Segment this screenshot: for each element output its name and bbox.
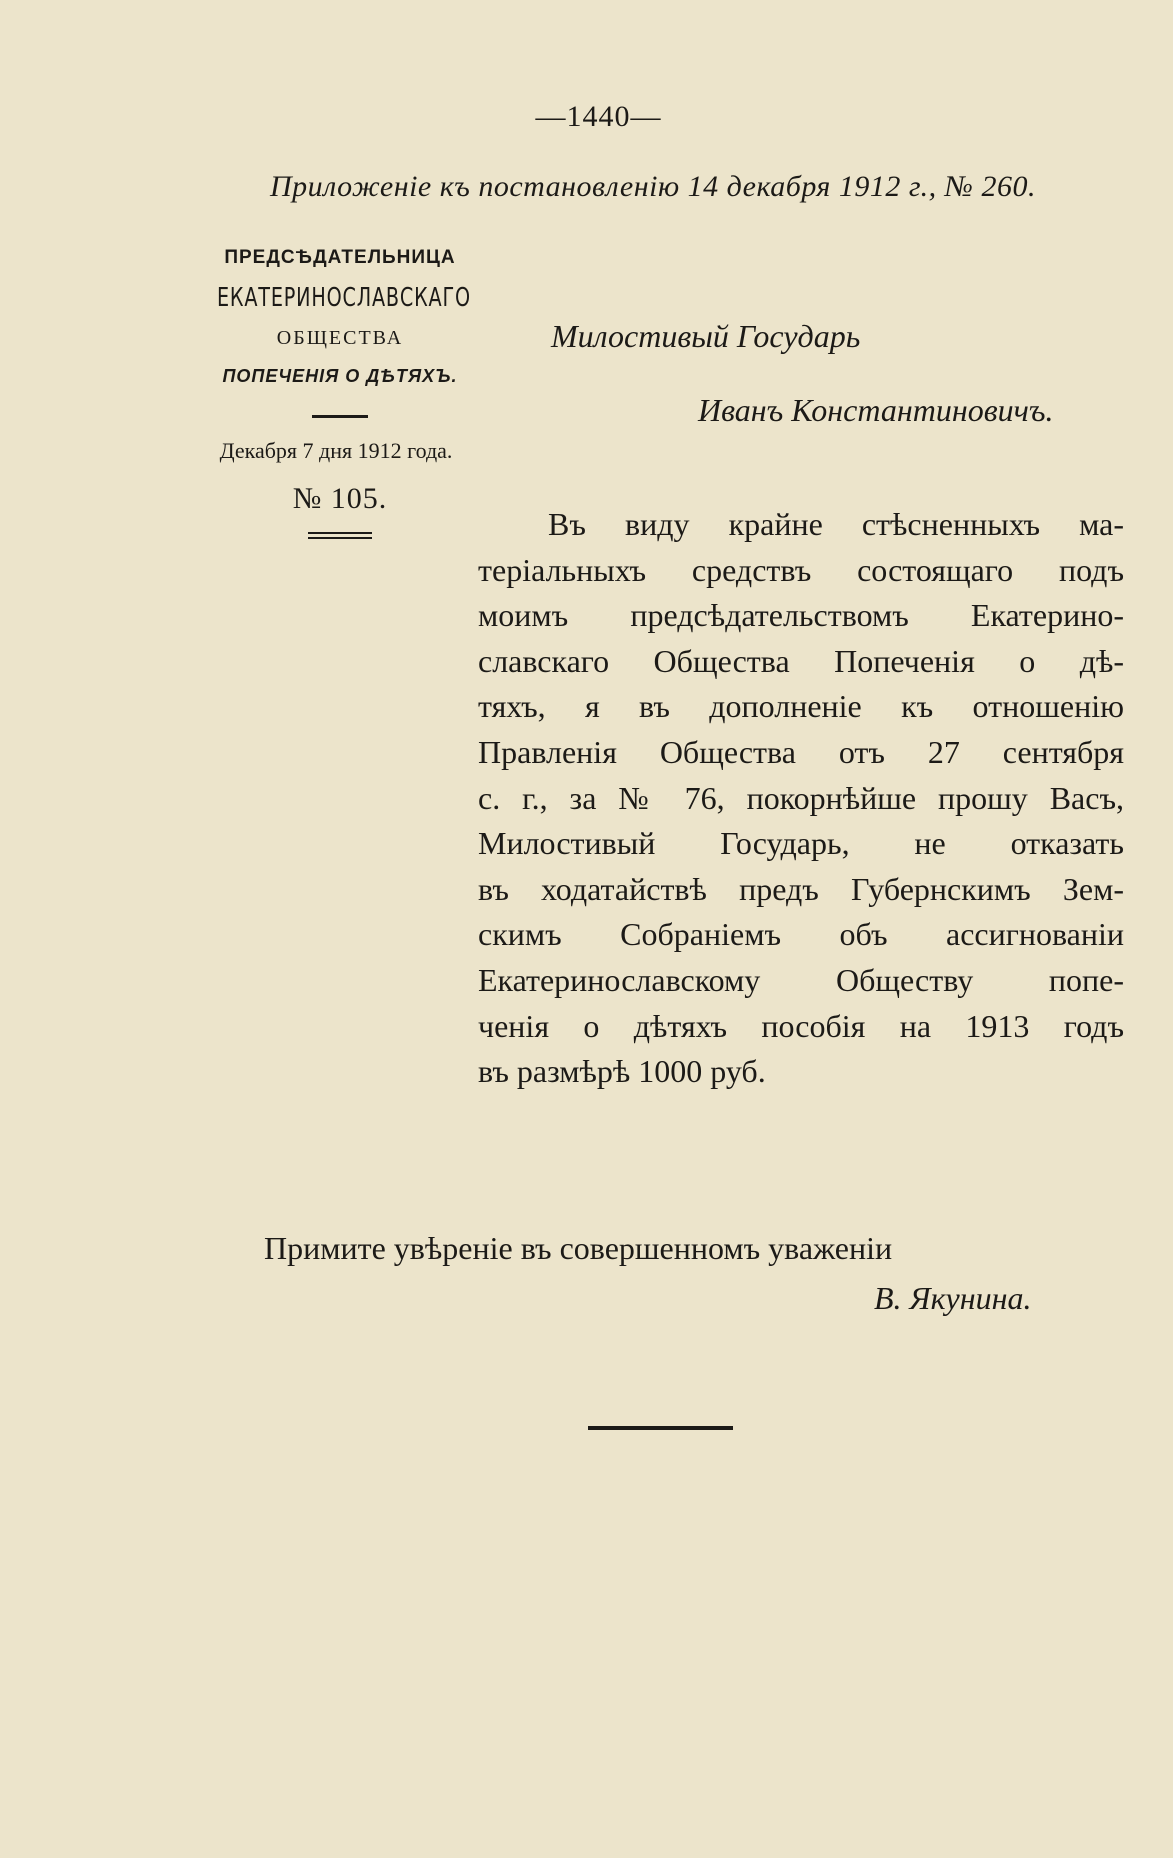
body-line: Милостивый Государь, не отказать [478, 825, 1124, 862]
signature: В. Якунина. [874, 1280, 1032, 1316]
body-line: Екатеринославскому Обществу попе- [478, 961, 1124, 998]
addressee: Иванъ Константиновичъ. [698, 392, 1054, 428]
page-number: —1440— [535, 100, 662, 133]
letter-number: № 105. [292, 482, 388, 515]
double-rule [308, 532, 372, 539]
appendix-heading: Приложенiе къ постановленiю 14 декабря 1912 г., № 260. [270, 170, 1036, 203]
letterhead-divider [312, 415, 368, 418]
body-line: с. г., за № 76, покорнѣйше прошу Васъ, [478, 779, 1124, 816]
letter-body [478, 502, 1124, 1095]
letter-date: Декабря 7 дня 1912 года. [219, 438, 453, 463]
letterhead-title: ПРЕДСѢДАТЕЛЬНИЦА [224, 247, 456, 268]
salutation: Милостивый Государь [551, 318, 861, 354]
body-line: скимъ Собранiемъ объ ассигнованiи [478, 916, 1124, 953]
body-line: моимъ предсѣдательствомъ Екатерино- [478, 597, 1124, 634]
letterhead [190, 245, 490, 539]
body-line: въ ходатайствѣ предъ Губернскимъ Зем- [478, 870, 1124, 907]
body-line: въ размѣрѣ 1000 руб. [478, 1053, 766, 1090]
letterhead-organization: ЕКАТЕРИНОСЛАВСКАГО [217, 283, 471, 313]
letterhead-care: ПОПЕЧЕНIЯ О ДѢТЯХЪ. [222, 366, 458, 386]
closing-phrase: Примите увѣренiе въ совершенномъ уваженiи [264, 1230, 893, 1266]
body-line: ченiя о дѣтяхъ пособiя на 1913 годъ [478, 1007, 1124, 1044]
body-line: Правленiя Общества отъ 27 сентября [478, 733, 1124, 770]
body-line: тяхъ, я въ дополненiе къ отношенiю [478, 688, 1124, 725]
end-rule [588, 1426, 733, 1430]
body-line: терiальныхъ средствъ состоящаго подъ [478, 551, 1124, 588]
letterhead-society: ОБЩЕСТВА [276, 327, 404, 349]
body-line: славскаго Общества Попеченiя о дѣ- [478, 642, 1124, 679]
body-line: Въ виду крайне стѣсненныхъ ма- [548, 506, 1124, 542]
